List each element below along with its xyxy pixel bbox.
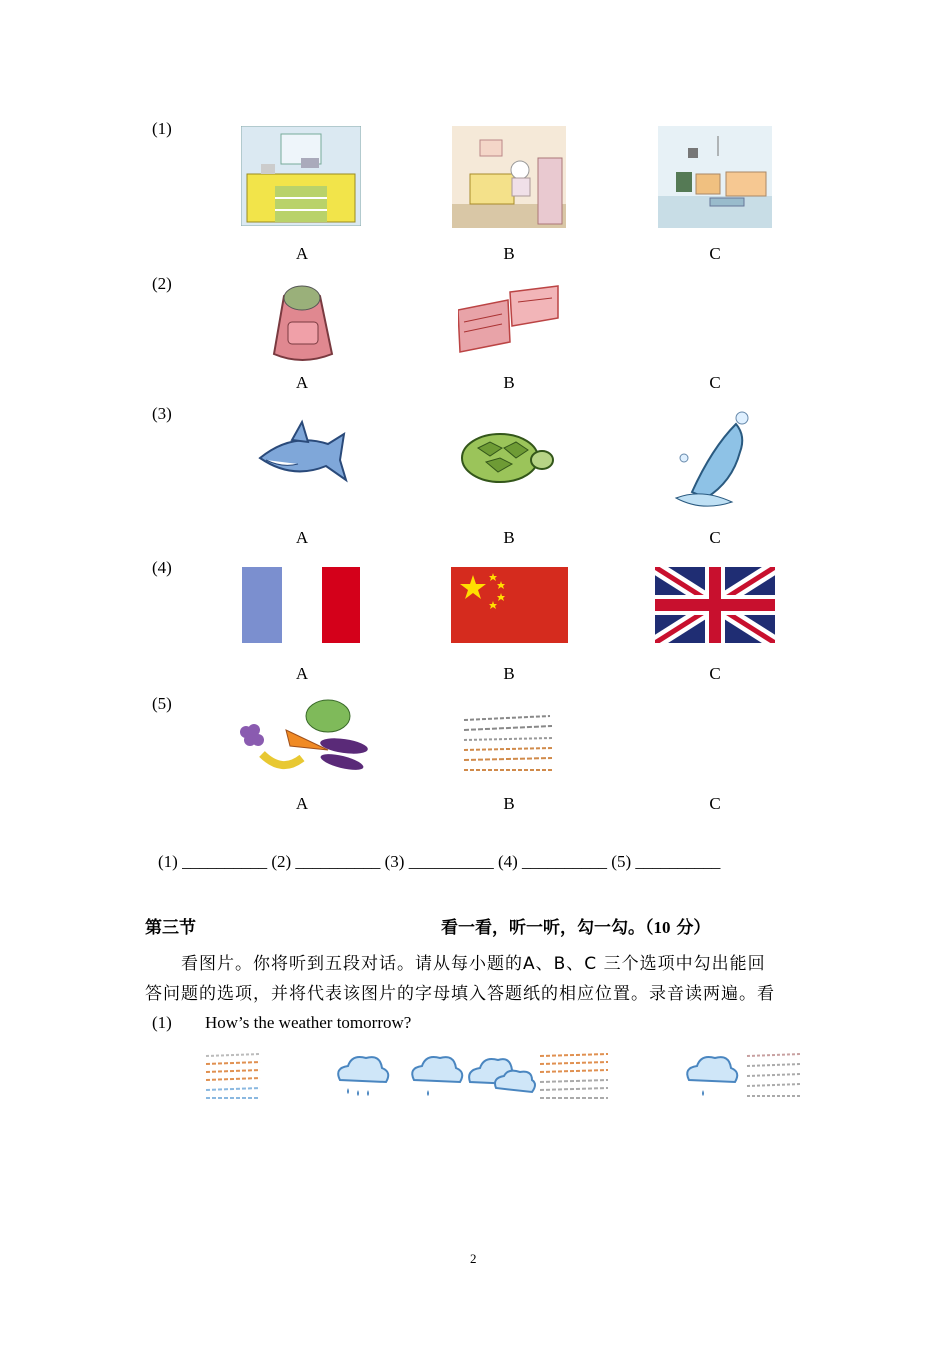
option-label: C xyxy=(709,373,721,392)
kitchen-picture xyxy=(241,126,361,226)
option-label: B xyxy=(503,528,515,547)
option-label: C xyxy=(709,664,721,683)
france-flag-picture xyxy=(242,567,360,643)
question-number-4: (4) xyxy=(152,558,172,577)
rainy-cloud-icon xyxy=(332,1050,392,1102)
option-label: A xyxy=(295,244,309,263)
option-label: C xyxy=(709,244,721,263)
question-number: (1) xyxy=(152,1013,172,1032)
turtle-picture xyxy=(448,418,556,494)
option-label: B xyxy=(503,794,515,813)
points-suffix: 分） xyxy=(670,918,711,938)
answer-blanks[interactable]: (1) __________ (2) __________ (3) __________ (4) __________ (5) __________ xyxy=(158,852,721,871)
instruction-text: 看一看，听一听，勾一勾。（ xyxy=(441,918,654,938)
option-label: A xyxy=(295,373,309,392)
striped-sketch-picture xyxy=(460,712,556,778)
section-instruction xyxy=(441,913,710,938)
section-title: 第三节 xyxy=(145,918,196,938)
option-label: C xyxy=(709,528,721,547)
cloudy-rain-icon xyxy=(408,1050,466,1102)
living-room-picture xyxy=(658,126,772,228)
points-value: 10 xyxy=(653,918,671,937)
option-label: B xyxy=(503,373,515,392)
directions-line-1: 看图片。你将听到五段对话。请从每小题的A、B、C 三个选项中勾出能回 xyxy=(181,954,766,974)
books-picture xyxy=(458,282,560,364)
snowy-sketch-picture xyxy=(745,1050,803,1104)
bedroom-picture xyxy=(452,126,566,228)
cloudy-icon xyxy=(466,1052,538,1096)
directions-line-2: 答问题的选项，并将代表该图片的字母填入答题纸的相应位置。录音读两遍。看 xyxy=(145,984,775,1004)
sunny-sketch-picture xyxy=(204,1050,262,1104)
question-number-5: (5) xyxy=(152,694,172,713)
uk-flag-picture xyxy=(655,567,775,643)
fruits-vegetables-picture xyxy=(232,696,370,778)
china-flag-picture xyxy=(451,567,568,643)
rain-cloud-icon xyxy=(683,1050,745,1104)
sunny-windy-sketch-picture xyxy=(538,1050,610,1102)
dolphin-picture xyxy=(662,408,770,514)
option-label: A xyxy=(295,664,309,683)
question-number-1: (1) xyxy=(152,119,172,138)
question-number-3: (3) xyxy=(152,404,172,423)
option-label: A xyxy=(295,528,309,547)
schoolbag-picture xyxy=(250,276,354,368)
page-number: 2 xyxy=(470,1251,477,1266)
question-number-2: (2) xyxy=(152,274,172,293)
option-label: B xyxy=(503,244,515,263)
shark-picture xyxy=(252,414,348,494)
option-label: A xyxy=(295,794,309,813)
question-text: How’s the weather tomorrow? xyxy=(205,1013,412,1032)
option-label: B xyxy=(503,664,515,683)
option-label: C xyxy=(709,794,721,813)
